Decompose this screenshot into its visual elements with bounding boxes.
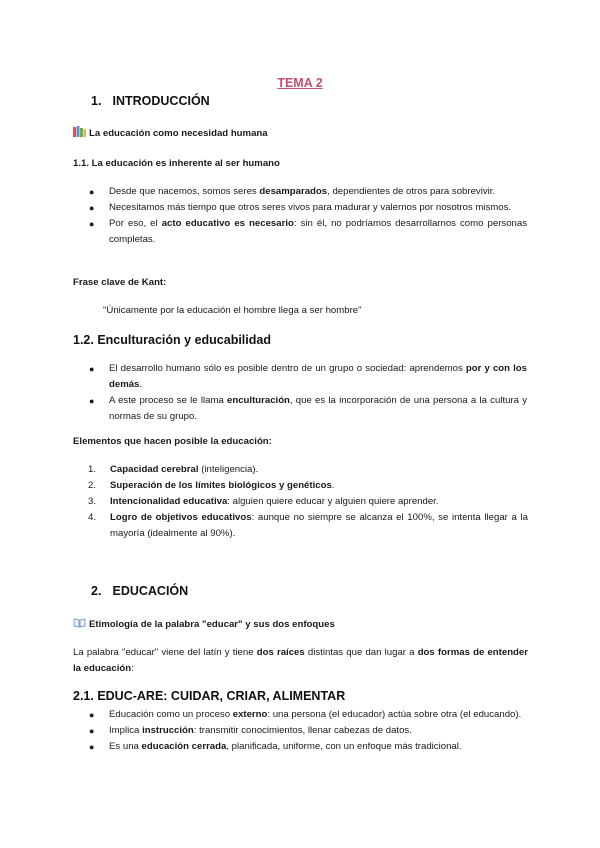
elements-list <box>88 462 528 542</box>
document-title: TEMA 2 <box>277 76 323 90</box>
section-2-heading: 2. EDUCACIÓN <box>91 584 189 598</box>
list-item: 1. Capacidad cerebral (inteligencia). <box>88 464 259 475</box>
subsection-2-1-list <box>87 707 527 755</box>
bullet-icon: ● <box>89 742 95 752</box>
kant-quote: "Únicamente por la educación el hombre llega a ser hombre" <box>103 305 362 316</box>
section-2-topic: Etimología de la palabra "educar" y sus dos enfoques <box>73 617 335 633</box>
list-item: ● A este proceso se le llama enculturación, que es la incorporación de una persona a la cultura y normas de su grupo. <box>89 395 527 422</box>
subsection-1-1-heading: 1.1. La educación es inherente al ser humano <box>73 158 280 169</box>
kant-label: Frase clave de Kant: <box>73 277 167 288</box>
list-item: 3. Intencionalidad educativa: alguien quiere educar y alguien quiere aprender. <box>88 496 439 507</box>
elements-label: Elementos que hacen posible la educación: <box>73 436 272 447</box>
subsection-1-2-list <box>87 361 527 425</box>
list-item: ● Por eso, el acto educativo es necesario: sin él, no podríamos desarrollarnos como personas completas. <box>89 218 527 245</box>
list-item: ● Educación como un proceso externo: una persona (el educador) actúa sobre otra (el educando). <box>87 707 527 723</box>
bullet-icon: ● <box>89 726 95 736</box>
subsection-2-1-heading: 2.1. EDUC-ARE: CUIDAR, CRIAR, ALIMENTAR <box>73 689 346 703</box>
list-item: ● Es una educación cerrada, planificada, uniforme, con un enfoque más tradicional. <box>87 739 527 755</box>
list-item: ● Necesitamos más tiempo que otros seres vivos para madurar y valernos por nosotros mismos. <box>87 200 527 216</box>
section-2-intro: La palabra "educar" viene del latín y tiene dos raíces distintas que dan lugar a dos formas de entender la educación: <box>73 647 528 674</box>
subsection-1-2-heading: 1.2. Enculturación y educabilidad <box>73 333 271 347</box>
books-icon <box>73 126 86 137</box>
bullet-icon: ● <box>89 203 95 213</box>
list-item: ● Implica instrucción: transmitir conocimientos, llenar cabezas de datos. <box>87 723 527 739</box>
section-1-topic: La educación como necesidad humana <box>73 126 268 142</box>
bullet-icon: ● <box>89 219 95 229</box>
list-item: ● Desde que nacemos, somos seres desamparados, dependientes de otros para sobrevivir. <box>87 184 527 200</box>
bullet-icon: ● <box>89 187 95 197</box>
list-item: 2. Superación de los límites biológicos y genéticos. <box>88 480 335 491</box>
list-item: 4. Logro de objetivos educativos: aunque no siempre se alcanza el 100%, se intenta llegar a la mayoría (idealmente al 90%). <box>88 512 528 539</box>
list-item: ● El desarrollo humano sólo es posible dentro de un grupo o sociedad: aprendemos por y con los demás. <box>89 363 527 390</box>
bullet-icon: ● <box>89 364 95 374</box>
section-1-heading: 1. INTRODUCCIÓN <box>91 94 210 108</box>
subsection-1-1-list <box>87 184 527 248</box>
open-book-icon <box>73 617 86 628</box>
bullet-icon: ● <box>89 710 95 720</box>
bullet-icon: ● <box>89 396 95 406</box>
